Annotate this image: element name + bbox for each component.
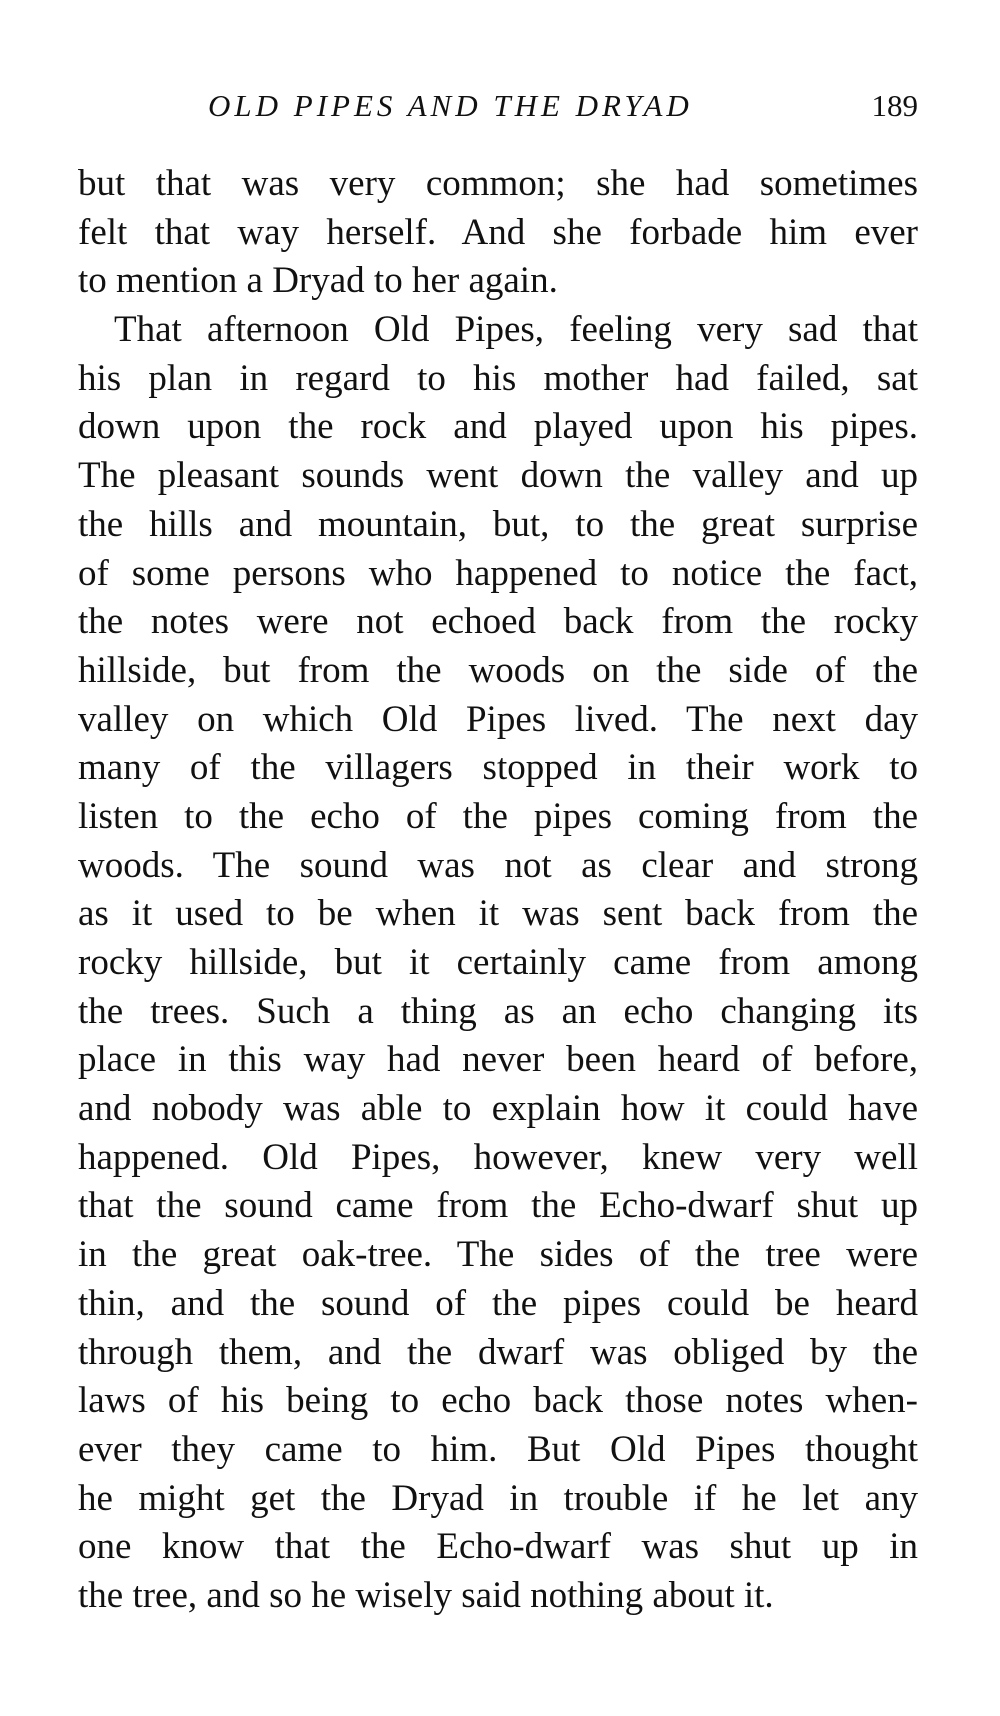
text-line: down upon the rock and played upon his pipes. — [78, 406, 918, 448]
text-line: the hills and mountain, but, to the great surprise — [78, 503, 918, 545]
text-line: that the sound came from the Echo-dwarf shut up — [78, 1185, 918, 1227]
running-title: OLD PIPES AND THE DRYAD — [208, 88, 693, 123]
text-line: the trees. Such a thing as an echo changing its — [78, 990, 918, 1032]
text-line: happened. Old Pipes, however, knew very well — [78, 1136, 918, 1178]
text-line: of some persons who happened to notice the fact, — [78, 552, 918, 594]
text-line: as it used to be when it was sent back from the — [78, 893, 918, 935]
text-line: hillside, but from the woods on the side of the — [78, 649, 918, 691]
text-line: rocky hillside, but it certainly came from among — [78, 942, 918, 983]
text-line: laws of his being to echo back those notes when- — [78, 1380, 918, 1422]
text-line: place in this way had never been heard of before, — [78, 1039, 918, 1081]
text-line: he might get the Dryad in trouble if he let any — [78, 1477, 918, 1519]
text-line: his plan in regard to his mother had failed, sat — [78, 357, 918, 399]
text-line: many of the villagers stopped in their work to — [78, 747, 918, 789]
text-line: in the great oak-tree. The sides of the tree were — [78, 1234, 918, 1276]
paragraph-first-line: That afternoon Old Pipes, feeling very sad that — [114, 309, 918, 351]
text-line: but that was very common; she had sometimes — [78, 163, 918, 204]
text-line: the notes were not echoed back from the rocky — [78, 601, 918, 643]
text-line: through them, and the dwarf was obliged by the — [78, 1331, 918, 1373]
text-line: to mention a Dryad to her again. — [78, 260, 558, 302]
text-line: one know that the Echo-dwarf was shut up in — [78, 1526, 918, 1568]
text-line: the tree, and so he wisely said nothing about it. — [78, 1574, 774, 1616]
text-line: The pleasant sounds went down the valley and up — [78, 455, 918, 497]
body-text — [78, 160, 918, 1621]
text-line: woods. The sound was not as clear and strong — [78, 844, 918, 886]
text-line: listen to the echo of the pipes coming from the — [78, 795, 918, 837]
running-head — [78, 88, 918, 128]
text-line: valley on which Old Pipes lived. The next day — [78, 698, 918, 740]
text-line: felt that way herself. And she forbade him ever — [78, 211, 918, 253]
text-line: ever they came to him. But Old Pipes thought — [78, 1428, 918, 1470]
page-number: 189 — [871, 88, 918, 123]
text-line: and nobody was able to explain how it could have — [78, 1088, 918, 1130]
text-line: thin, and the sound of the pipes could be heard — [78, 1282, 918, 1324]
